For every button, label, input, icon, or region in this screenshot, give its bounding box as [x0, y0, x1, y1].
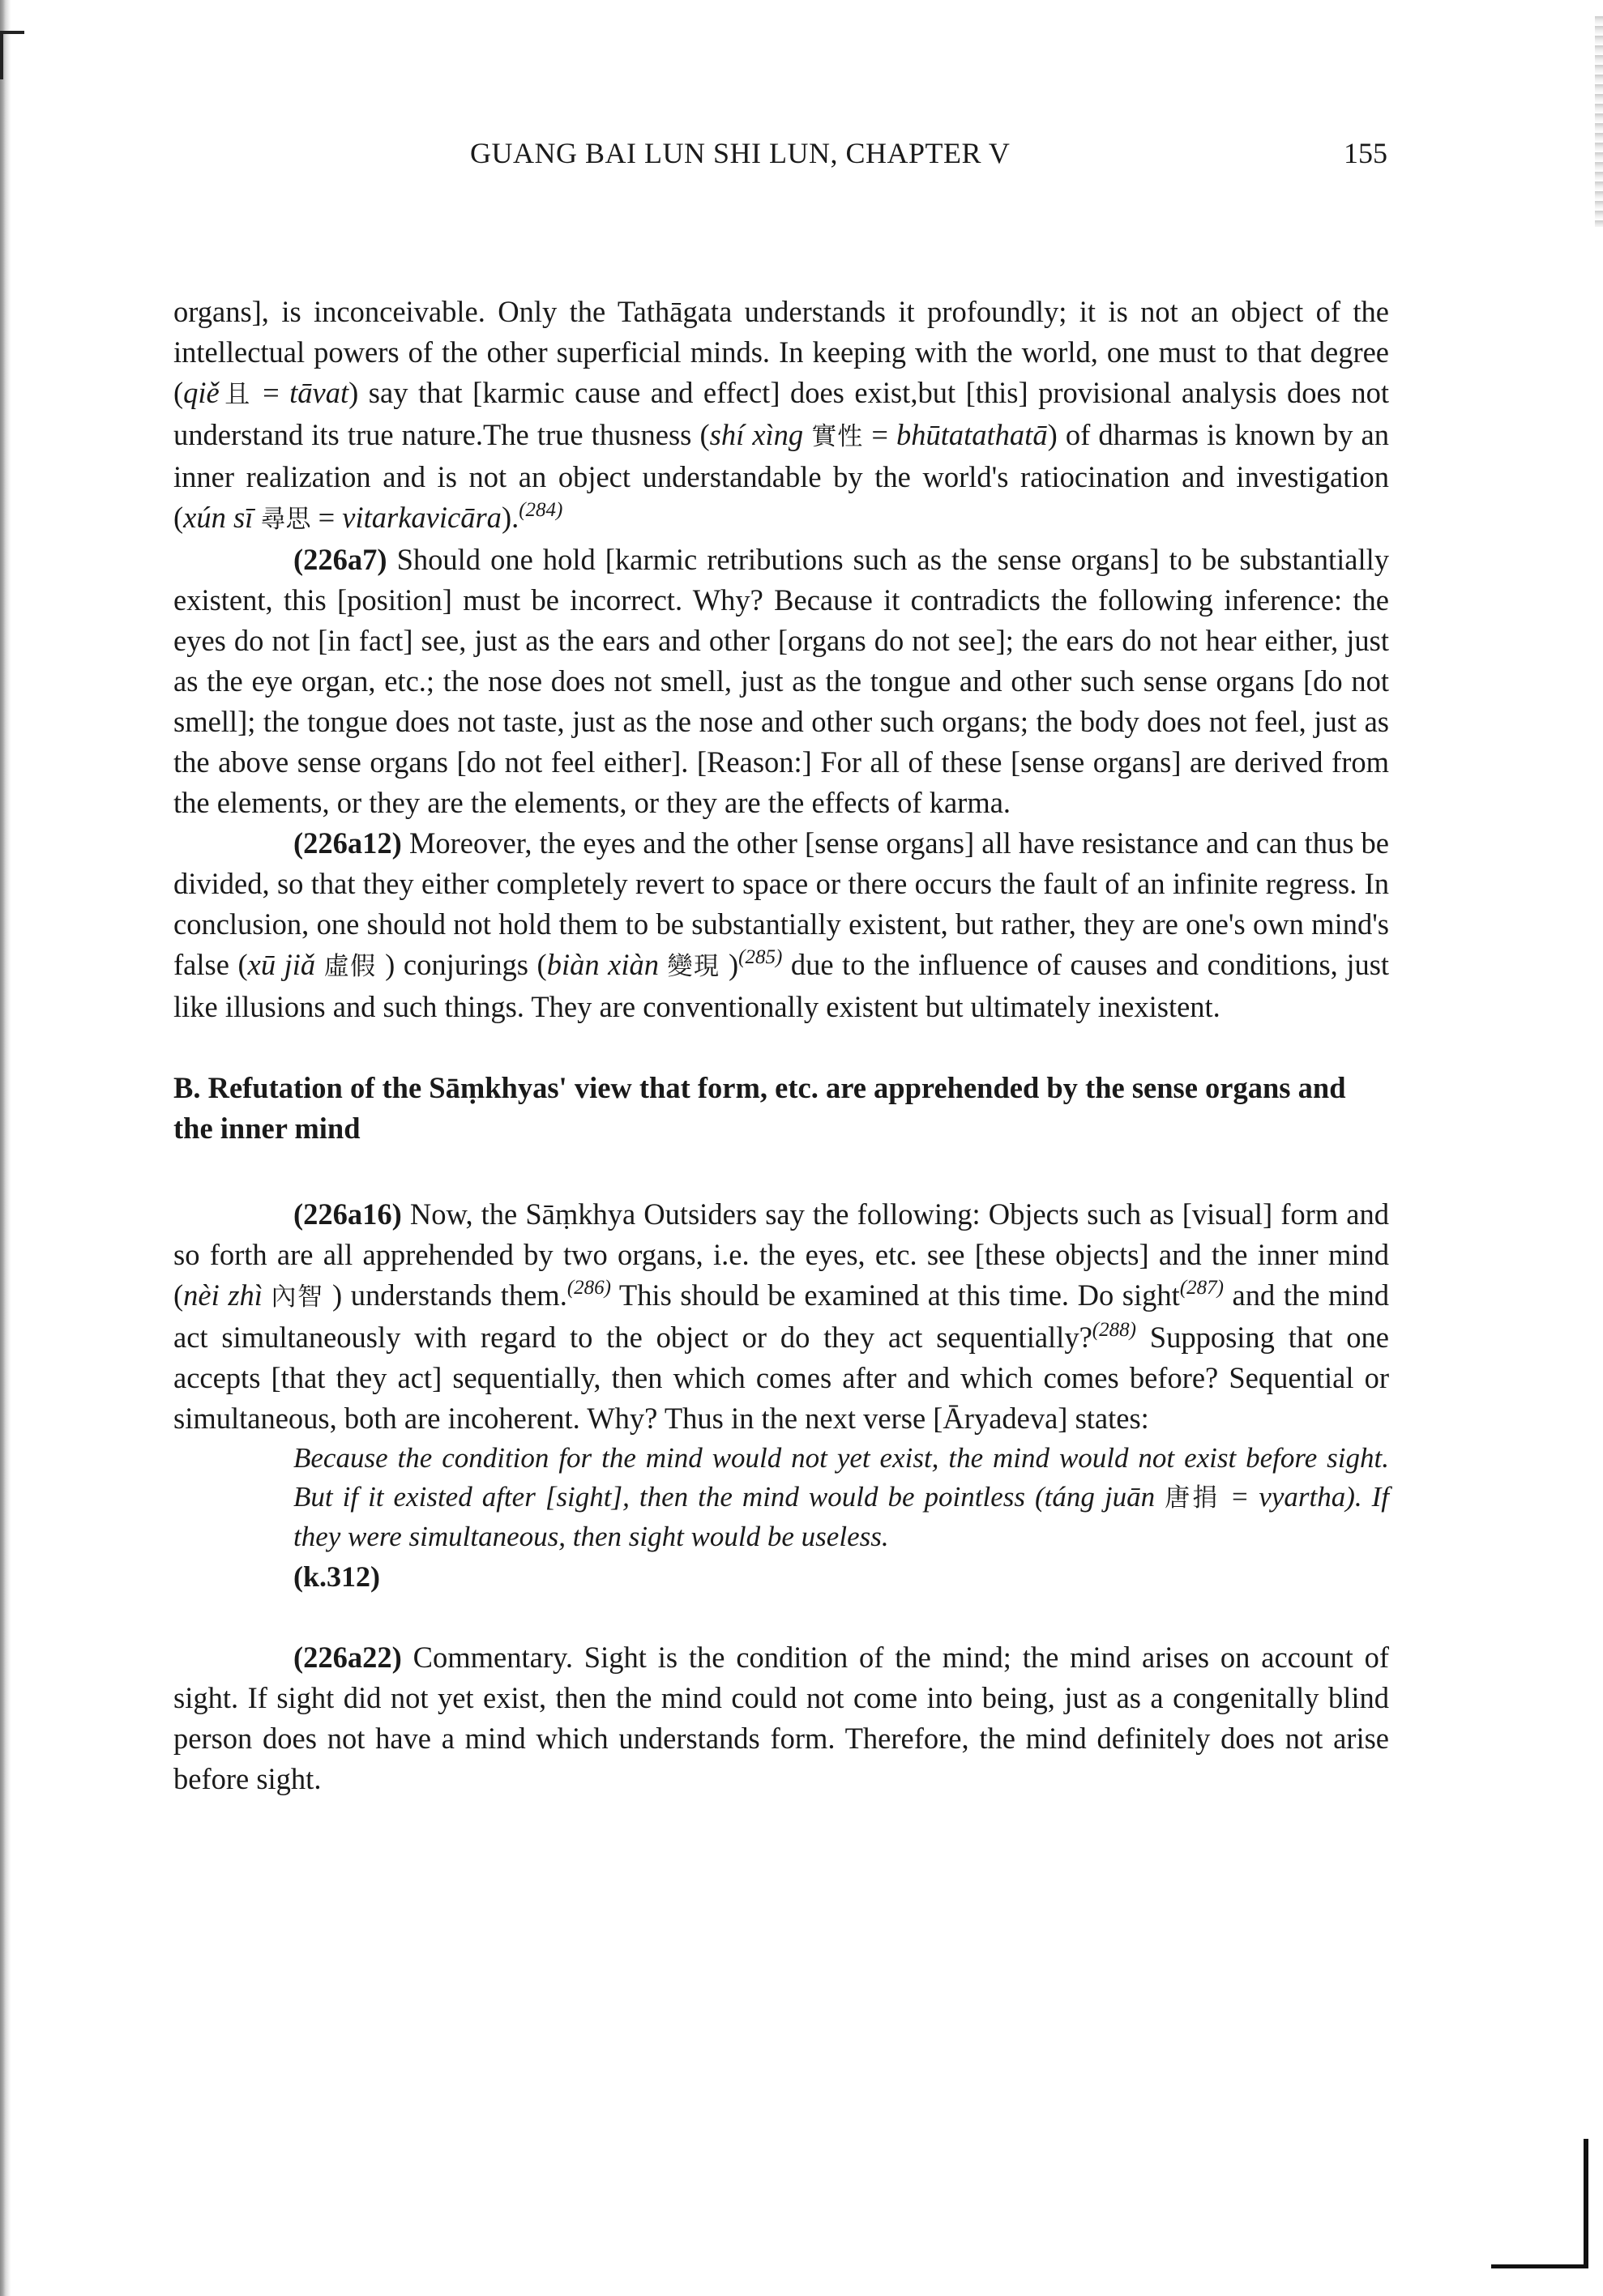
footnote-marker[interactable]: (286)	[566, 1277, 611, 1299]
romanized-term: nèi zhì	[183, 1278, 263, 1312]
footnote-marker[interactable]: (288)	[1092, 1319, 1136, 1341]
body-text: ) understands them.	[323, 1278, 567, 1312]
body-text: Now, the Sāṃkhya Outsiders say the following: Objects such as [visual] form and so forth are all apprehended by two organs, i.e. the eyes, etc. see [these objects] and the inner mind (	[173, 1197, 1389, 1312]
chinese-term: 內智	[271, 1282, 324, 1312]
running-title: GUANG BAI LUN SHI LUN, CHAPTER V	[470, 137, 1011, 169]
romanized-term: qiě	[183, 376, 220, 409]
body-text: )	[720, 948, 739, 981]
running-head	[170, 136, 1386, 185]
paragraph	[173, 823, 1389, 1027]
chinese-term: 且	[221, 380, 253, 409]
scan-edge-left	[0, 0, 11, 2296]
paragraph-continuation	[173, 292, 1389, 540]
body-text: ) say that [karmic cause and effect] does exist,but [this] provisional analysis does not understand its true nature.The true thusness (	[173, 376, 1389, 451]
footnote-marker[interactable]: (284)	[519, 499, 563, 521]
section-reference: (226a16)	[293, 1197, 402, 1231]
body-text: This should be examined at this time. Do sight	[610, 1278, 1180, 1312]
chinese-term: 變現	[667, 952, 720, 981]
verse-text: = vyartha). If they were simultaneous, then sight would be useless.	[293, 1481, 1390, 1552]
sanskrit-term: vitarkavicāra	[342, 501, 502, 534]
body-text: and the mind act simultaneously with regard to the object or do they act sequentially?	[173, 1278, 1390, 1354]
spacer	[173, 1597, 1389, 1637]
body-text: =	[310, 501, 343, 534]
body-text: ) of dharmas is known by an inner realization and is not an object understandable by the world's ratiocination and investigation (	[173, 418, 1390, 534]
body-text: =	[252, 376, 290, 409]
romanized-term: shí xìng	[709, 418, 804, 451]
scan-corner-mark	[0, 31, 3, 79]
section-reference: (226a7)	[293, 543, 387, 576]
body-text: Commentary. Sight is the condition of the mind; the mind arises on account of sight. If sight did not yet exist, then the mind could not come into being, just as a congenitally blind person does not have a mind which understands form. Therefore, the mind definitely does not arise before sight.	[173, 1641, 1389, 1795]
section-reference: (226a12)	[293, 826, 402, 860]
body-text: Moreover, the eyes and the other [sense organs] all have resistance and can thus be divided, so that they either completely revert to space or there occurs the fault of an infinite regress. In conclusion, one should not hold them to be substantially existent, but rather, they are one's own mind's false (	[173, 826, 1389, 981]
romanized-term: xū jiǎ	[247, 948, 316, 981]
verse-quote	[293, 1439, 1389, 1556]
body-text: =	[863, 418, 896, 451]
body-text: due to the influence of causes and conditions, just like illusions and such things. They are conventionally existent but ultimately inexistent.	[173, 948, 1390, 1023]
body-text: ).	[501, 501, 519, 534]
sanskrit-term: bhūtatathatā	[896, 418, 1048, 451]
page-number: 155	[1344, 137, 1387, 169]
romanized-term: xún sī	[183, 501, 254, 534]
paragraph	[173, 540, 1389, 823]
romanized-term: biàn xiàn	[546, 948, 659, 981]
verse-reference: (k.312)	[293, 1560, 380, 1593]
paragraph	[173, 1194, 1389, 1439]
section-heading: B. Refutation of the Sāṃkhyas' view that form, etc. are apprehended by the sense organs and the inner mind	[173, 1071, 1346, 1145]
body-text: Supposing that one accepts [that they act] sequentially, then which comes after and which comes before? Sequential or simultaneous, both are incoherent. Why? Thus in the next verse [Āryadeva] states:	[173, 1321, 1389, 1435]
sanskrit-term: tāvat	[289, 376, 349, 409]
page-body	[173, 292, 1389, 1799]
body-text: ) conjurings (	[376, 948, 547, 981]
footnote-marker[interactable]: (285)	[738, 946, 783, 968]
section-reference: (226a22)	[293, 1641, 402, 1674]
scan-corner-mark	[0, 31, 24, 34]
footnote-marker[interactable]: (287)	[1179, 1277, 1224, 1299]
chinese-term: 尋思	[260, 505, 311, 534]
paragraph	[173, 1637, 1389, 1799]
chinese-term: 實性	[811, 422, 864, 451]
romanized-term: táng juān	[1044, 1481, 1156, 1513]
chinese-term: 虛假	[323, 952, 377, 981]
scan-edge-right	[1595, 16, 1603, 227]
scan-corner-mark	[1584, 2139, 1588, 2268]
body-text: organs], is inconceivable. Only the Tathāgata understands it profoundly; it is not an object of the intellectual powers of the other superficial minds. In keeping with the world, one must to that degree (	[173, 295, 1389, 409]
chinese-term: 唐捐	[1165, 1483, 1220, 1513]
scan-corner-mark	[1491, 2264, 1588, 2268]
verse-text: Because the condition for the mind would not yet exist, the mind would not exist before sight. But if it existed after [sight], then the mind would be pointless (	[293, 1442, 1389, 1513]
body-text: Should one hold [karmic retributions such as the sense organs] to be substantially existent, this [position] must be incorrect. Why? Because it contradicts the following inference: the eyes do not [in fact] see, just as the ears and other [organs do not see]; the ears do not hear either, just as the eye organ, etc.; the nose does not smell, just as the tongue and other such sense organs [do not smell]; the tongue does not taste, just as the nose and other such organs; the body does not feel, just as the above sense organs [do not feel either]. [Reason:] For all of these [sense organs] are derived from the elements, or they are the elements, or they are the effects of karma.	[173, 543, 1389, 819]
